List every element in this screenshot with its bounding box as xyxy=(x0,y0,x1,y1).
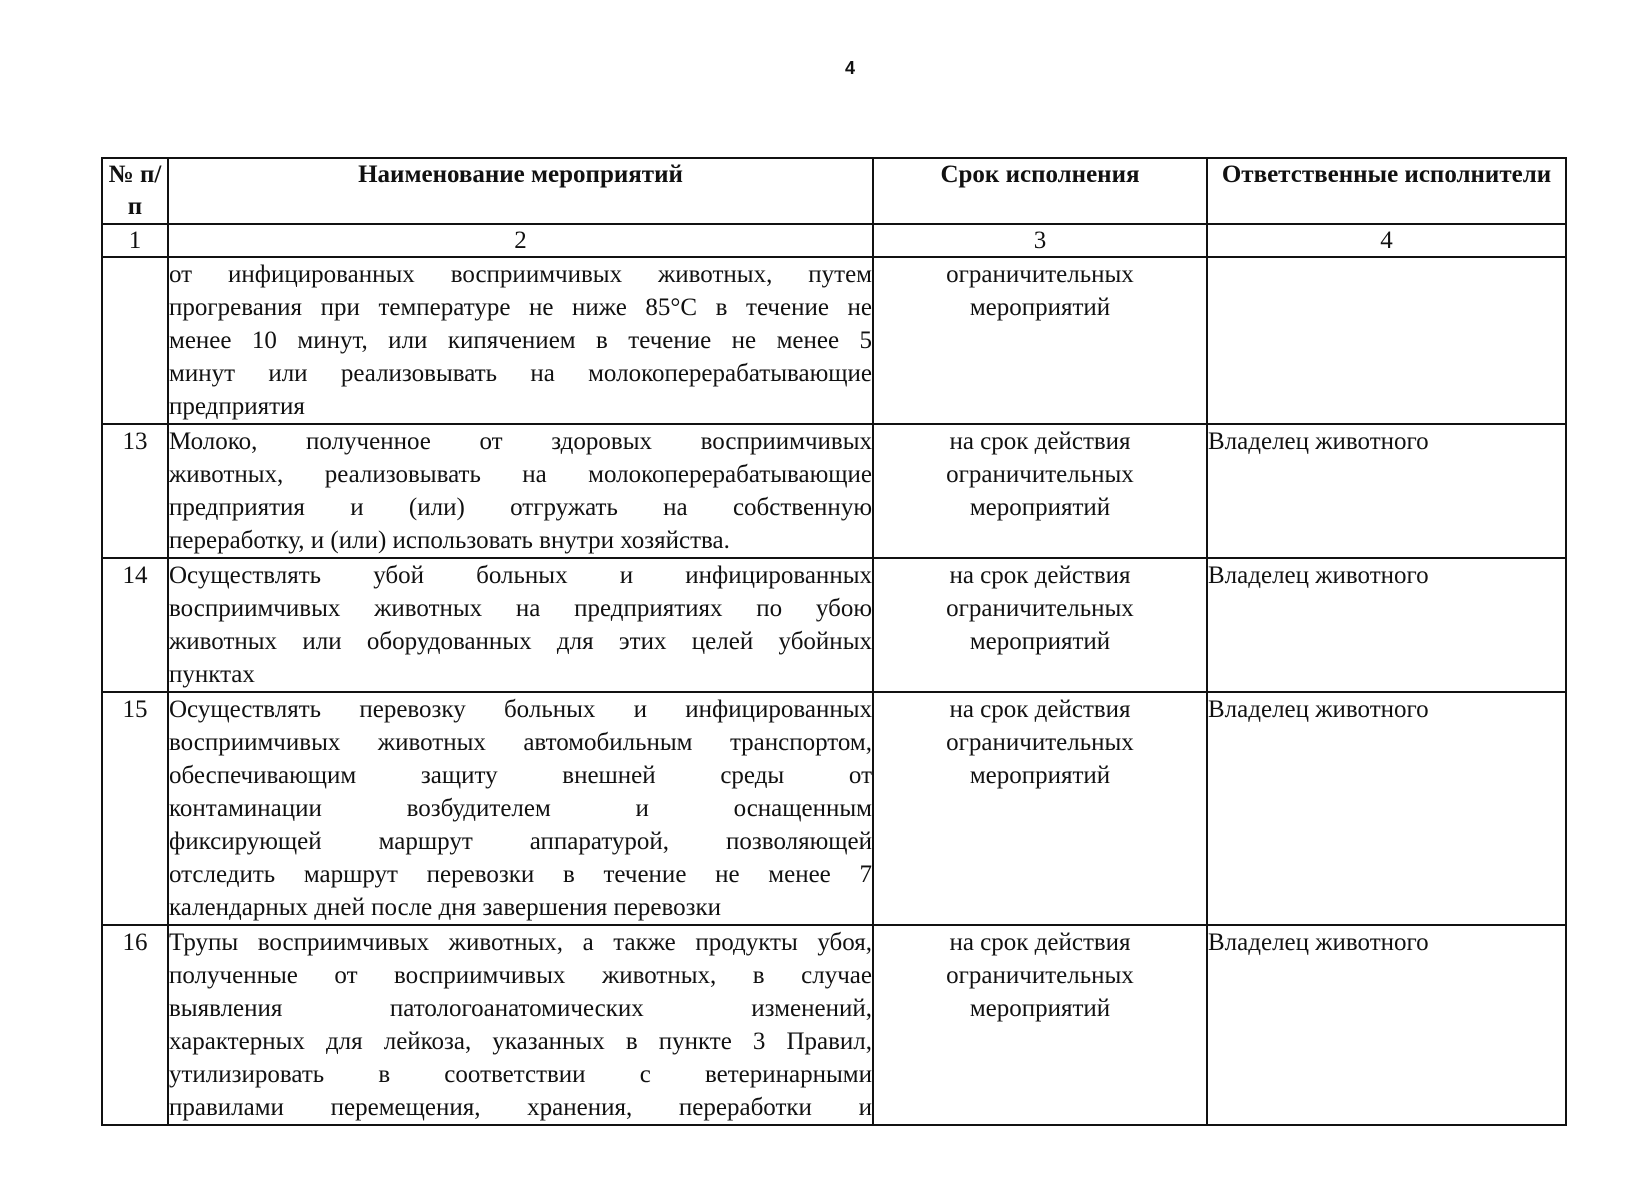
description-line: обеспечивающим защиту внешней среды от xyxy=(169,762,872,789)
header-name: Наименование мероприятий xyxy=(168,158,873,224)
description-line: предприятия xyxy=(169,393,305,420)
description-line: отследить маршрут перевозки в течение не менее 7 xyxy=(169,861,872,888)
table-header xyxy=(102,158,1566,224)
term-line: мероприятий xyxy=(969,628,1111,655)
row-description xyxy=(168,424,873,558)
description-line: Осуществлять убой больных и инфицированных xyxy=(169,562,872,589)
row-term xyxy=(873,424,1207,558)
row-term xyxy=(873,558,1207,692)
header-term: Срок исполнения xyxy=(873,158,1207,224)
row-responsible: Владелец животного xyxy=(1207,424,1566,558)
row-number: 15 xyxy=(102,692,168,925)
row-responsible: Владелец животного xyxy=(1207,692,1566,925)
term-line: ограничительных xyxy=(946,461,1134,488)
description-line: от инфицированных восприимчивых животных, путем xyxy=(169,261,872,288)
row-number: 13 xyxy=(102,424,168,558)
description-line: восприимчивых животных автомобильным транспортом, xyxy=(169,729,872,756)
row-number: 16 xyxy=(102,925,168,1125)
description-line: менее 10 минут, или кипячением в течение не менее 5 xyxy=(169,327,872,354)
row-description xyxy=(168,925,873,1125)
column-number: 2 xyxy=(168,224,873,257)
description-line: предприятия и (или) отгружать на собственную xyxy=(169,494,872,521)
measures-table xyxy=(101,157,1567,1126)
page-number: 4 xyxy=(844,58,855,78)
description-line: выявления патологоанатомических изменений, xyxy=(169,995,872,1022)
term-line: ограничительных xyxy=(946,729,1134,756)
row-responsible: Владелец животного xyxy=(1207,558,1566,692)
description-line: пунктах xyxy=(169,661,255,688)
table-row xyxy=(102,257,1566,424)
description-line: Осуществлять перевозку больных и инфицированных xyxy=(169,696,872,723)
description-line: календарных дней после дня завершения перевозки xyxy=(169,894,722,921)
description-line: правилами перемещения, хранения, переработки и xyxy=(169,1094,872,1121)
description-line: переработку, и (или) использовать внутри хозяйства. xyxy=(169,527,730,554)
term-line: ограничительных xyxy=(946,962,1134,989)
row-term xyxy=(873,257,1207,424)
header-responsible: Ответственные исполнители xyxy=(1207,158,1566,224)
table-row xyxy=(102,424,1566,558)
term-line: мероприятий xyxy=(969,494,1111,521)
description-line: утилизировать в соответствии с ветеринарными xyxy=(169,1061,872,1088)
row-responsible xyxy=(1207,257,1566,424)
description-line: Трупы восприимчивых животных, а также продукты убоя, xyxy=(169,929,872,956)
description-line: Молоко, полученное от здоровых восприимчивых xyxy=(169,428,872,455)
description-line: контаминации возбудителем и оснащенным xyxy=(169,795,872,822)
term-line: ограничительных xyxy=(946,595,1134,622)
description-line: фиксирующей маршрут аппаратурой, позволяющей xyxy=(169,828,872,855)
row-description xyxy=(168,692,873,925)
description-line: характерных для лейкоза, указанных в пункте 3 Правил, xyxy=(169,1028,872,1055)
column-numbers-row xyxy=(102,224,1566,257)
column-number: 3 xyxy=(873,224,1207,257)
row-description xyxy=(168,558,873,692)
table-row xyxy=(102,925,1566,1125)
row-description xyxy=(168,257,873,424)
description-line: животных или оборудованных для этих целей убойных xyxy=(169,628,872,655)
row-number xyxy=(102,257,168,424)
term-line: на срок действия xyxy=(949,929,1131,956)
term-line: мероприятий xyxy=(969,762,1111,789)
description-line: животных, реализовывать на молокоперерабатывающие xyxy=(169,461,872,488)
description-line: восприимчивых животных на предприятиях по убою xyxy=(169,595,872,622)
term-line: на срок действия xyxy=(949,428,1131,455)
description-line: прогревания при температуре не ниже 85°C в течение не xyxy=(169,294,872,321)
table-row xyxy=(102,558,1566,692)
column-number: 4 xyxy=(1207,224,1566,257)
term-line: ограничительных xyxy=(946,261,1134,288)
header-number: № п/п xyxy=(102,158,168,224)
term-line: на срок действия xyxy=(949,696,1131,723)
row-term xyxy=(873,692,1207,925)
column-number: 1 xyxy=(102,224,168,257)
table-row xyxy=(102,692,1566,925)
term-line: мероприятий xyxy=(969,294,1111,321)
description-line: полученные от восприимчивых животных, в случае xyxy=(169,962,872,989)
row-number: 14 xyxy=(102,558,168,692)
term-line: мероприятий xyxy=(969,995,1111,1022)
row-responsible: Владелец животного xyxy=(1207,925,1566,1125)
row-term xyxy=(873,925,1207,1125)
description-line: минут или реализовывать на молокоперерабатывающие xyxy=(169,360,872,387)
term-line: на срок действия xyxy=(949,562,1131,589)
